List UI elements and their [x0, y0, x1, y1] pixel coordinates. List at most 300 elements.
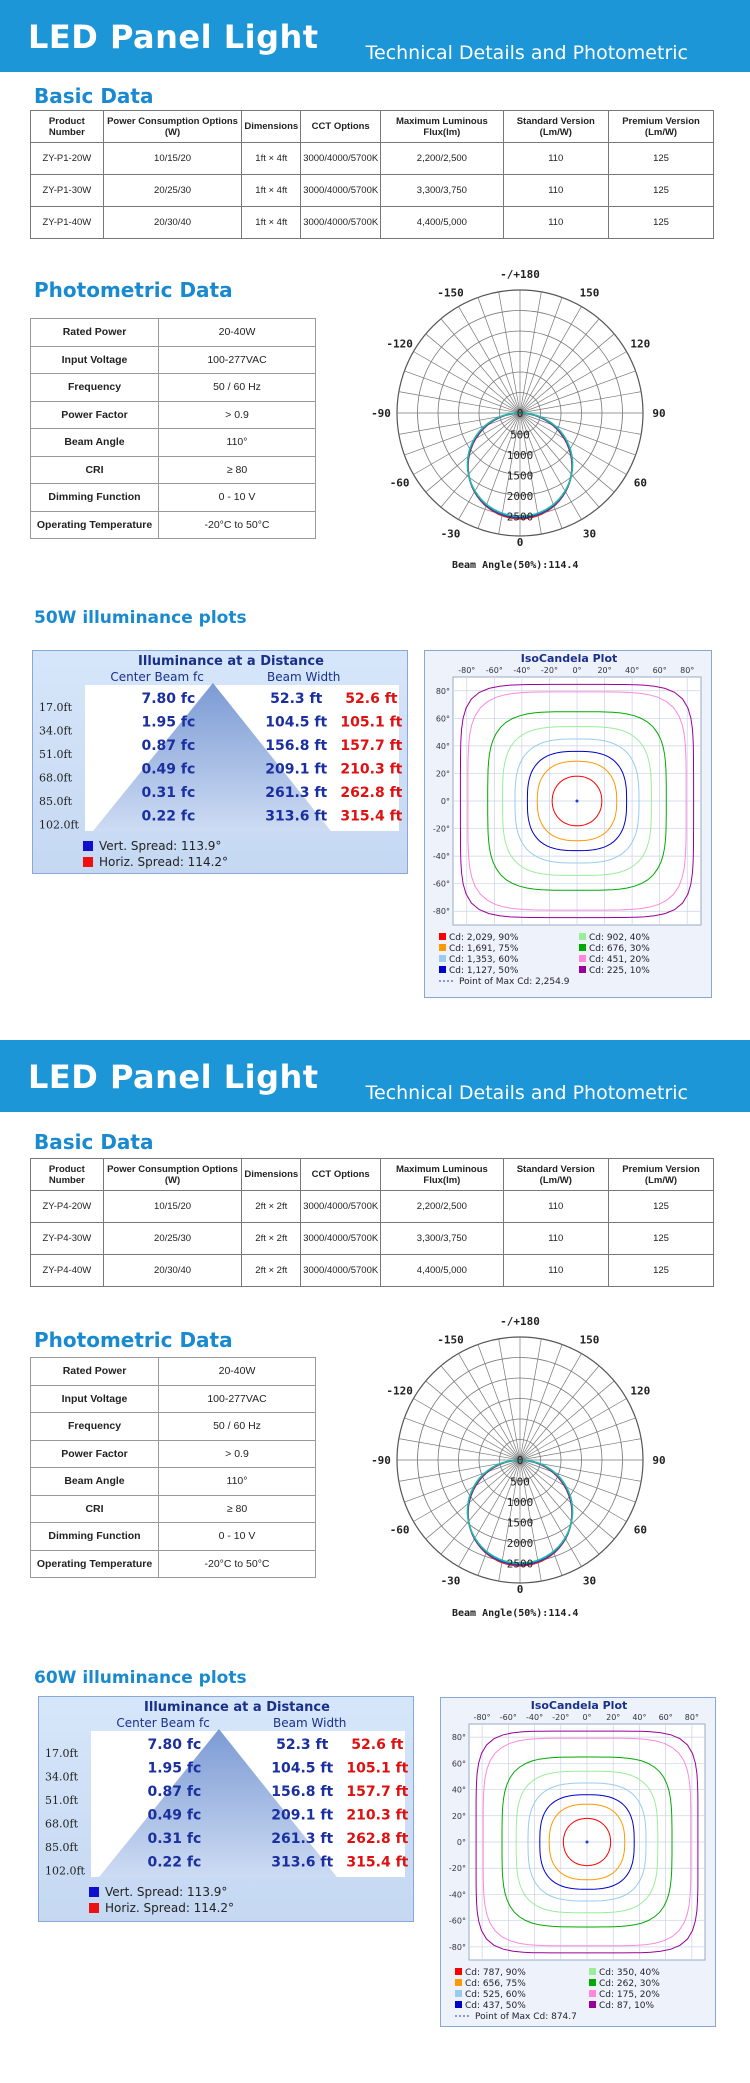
iso-legend-label: Cd: 1,691, 75%	[449, 944, 519, 954]
basic-data-header-cell: Dimensions	[242, 1159, 301, 1191]
spec-key: Power Factor	[31, 401, 159, 429]
iso-x-tick: 80°	[684, 1713, 699, 1722]
polar-angle-label: 0	[516, 1583, 524, 1596]
iso-x-tick: 0°	[572, 666, 582, 675]
basic-data-cell: 2ft × 2ft	[242, 1255, 301, 1287]
iso-y-tick: -60°	[432, 879, 450, 889]
basic-data-cell: 125	[609, 1191, 714, 1223]
basic-data-cell: ZY-P4-30W	[31, 1223, 104, 1255]
vert-beam-width: 209.1 ft	[271, 1807, 334, 1824]
vert-beam-width: 313.6 ft	[265, 808, 328, 825]
spec-value: > 0.9	[159, 1440, 316, 1468]
iso-x-tick: 40°	[625, 666, 640, 675]
vert-beam-width: 261.3 ft	[271, 1831, 334, 1847]
distance-label: 17.0ft	[45, 1747, 78, 1760]
basic-data-cell: 4,400/5,000	[381, 207, 503, 239]
basic-data-cell: 2,200/2,500	[381, 1191, 503, 1223]
basic-data-header-cell: Maximum Luminous Flux(lm)	[381, 1159, 503, 1191]
illuminance-heading: 60W illuminance plots	[34, 1668, 247, 1688]
polar-angle-label: 0	[516, 536, 524, 549]
vert-beam-width: 52.3 ft	[270, 691, 323, 707]
iso-legend-label: Cd: 87, 10%	[599, 2001, 655, 2011]
horiz-beam-width: 52.6 ft	[351, 1737, 404, 1753]
table-row	[31, 1385, 316, 1413]
basic-data-header-cell: Standard Version (Lm/W)	[503, 111, 608, 143]
spec-key: Frequency	[31, 374, 159, 402]
iso-y-tick: -80°	[448, 1942, 466, 1952]
iso-legend-swatch	[439, 966, 446, 973]
polar-radial-label: 0	[516, 1454, 524, 1467]
spec-value: 0 - 10 V	[159, 1523, 316, 1551]
table-row	[31, 484, 316, 512]
polar-angle-label: -60	[389, 476, 410, 490]
basic-data-header-cell: Product Number	[31, 1159, 104, 1191]
iso-max-label: Point of Max Cd: 2,254.9	[459, 977, 570, 987]
polar-angle-label: -150	[437, 286, 464, 300]
header-subtitle: Technical Details and Photometric	[365, 1082, 688, 1104]
polar-angle-label: -30	[440, 527, 461, 541]
iso-legend-swatch	[439, 955, 446, 962]
horiz-beam-width: 262.8 ft	[346, 1831, 409, 1847]
polar-radial-label: 1000	[506, 449, 534, 462]
photometric-data-heading: Photometric Data	[34, 278, 233, 302]
iso-y-tick: 80°	[451, 1733, 466, 1743]
basic-data-cell: ZY-P1-30W	[31, 175, 104, 207]
table-row	[31, 429, 316, 457]
iso-x-tick: 20°	[606, 1713, 621, 1722]
horiz-spread-label: Horiz. Spread: 114.2°	[99, 855, 229, 869]
iso-y-tick: -40°	[432, 852, 450, 862]
polar-angle-label: 150	[579, 1333, 600, 1347]
iso-legend-label: Cd: 262, 30%	[599, 1979, 660, 1989]
isocandela-title: IsoCandela Plot	[520, 652, 618, 665]
polar-angle-label: 60	[633, 1523, 647, 1537]
polar-angle-label: 150	[579, 286, 600, 300]
distance-label: 51.0ft	[39, 748, 72, 761]
iso-legend-label: Cd: 525, 60%	[465, 1990, 526, 2000]
horiz-beam-width: 52.6 ft	[345, 691, 398, 707]
center-beam-fc: 0.31 fc	[147, 1831, 202, 1847]
distance-label: 68.0ft	[45, 1817, 78, 1831]
polar-angle-label: -150	[437, 1333, 464, 1347]
table-row	[31, 1440, 316, 1468]
polar-radial-label: 1500	[506, 469, 534, 483]
polar-radial-label: 2000	[506, 1537, 534, 1550]
basic-data-cell: 20/30/40	[103, 207, 242, 239]
basic-data-cell: 3000/4000/5700K	[301, 175, 381, 207]
table-row	[31, 346, 316, 374]
vert-spread-swatch	[89, 1887, 99, 1897]
iso-legend-swatch	[589, 1990, 596, 1997]
spec-key: Dimming Function	[31, 484, 159, 512]
header-title: LED Panel Light	[28, 18, 319, 56]
basic-data-cell: 110	[503, 207, 608, 239]
table-row	[31, 511, 316, 539]
spec-key: Input Voltage	[31, 346, 159, 374]
photometric-data-heading: Photometric Data	[34, 1328, 233, 1352]
spec-value: -20°C to 50°C	[159, 1550, 316, 1578]
spec-value: 20-40W	[159, 319, 316, 347]
center-beam-fc: 0.49 fc	[141, 761, 196, 778]
isocandela-chart	[425, 651, 713, 999]
iso-x-tick: -40°	[526, 1713, 544, 1722]
table-row	[31, 401, 316, 429]
center-beam-fc: 0.31 fc	[141, 785, 196, 801]
polar-angle-label: -/+180	[500, 1315, 540, 1328]
iso-y-tick: -80°	[432, 907, 450, 917]
table-row	[31, 1191, 714, 1223]
iso-legend-label: Cd: 656, 75%	[465, 1979, 526, 1989]
spec-value: 0 - 10 V	[159, 484, 316, 512]
iso-x-tick: 40°	[632, 1713, 647, 1722]
header-subtitle: Technical Details and Photometric	[365, 42, 688, 64]
basic-data-header-row	[31, 1159, 714, 1191]
polar-radial-label: 2000	[506, 490, 534, 503]
basic-data-header-cell: CCT Options	[301, 111, 381, 143]
distance-label: 34.0ft	[45, 1770, 78, 1784]
vert-beam-width: 156.8 ft	[265, 738, 328, 754]
spec-value: 110°	[159, 1468, 316, 1496]
vert-beam-width: 313.6 ft	[271, 1854, 334, 1871]
polar-angle-label: -120	[386, 337, 413, 351]
spec-key: CRI	[31, 456, 159, 484]
iso-y-tick: -20°	[448, 1864, 466, 1874]
spec-key: Rated Power	[31, 1358, 159, 1386]
iso-y-tick: 40°	[435, 741, 450, 751]
spec-value: 50 / 60 Hz	[159, 374, 316, 402]
iso-y-tick: -20°	[432, 824, 450, 834]
spec-key: CRI	[31, 1495, 159, 1523]
basic-data-header-cell: Power Consumption Options (W)	[103, 1159, 242, 1191]
vert-beam-width: 52.3 ft	[276, 1737, 329, 1753]
basic-data-cell: ZY-P4-20W	[31, 1191, 104, 1223]
iso-y-tick: 0°	[456, 1838, 466, 1847]
photometric-spec-table	[30, 318, 316, 539]
illuminance-at-distance-panel	[38, 1696, 414, 1922]
basic-data-cell: 125	[609, 207, 714, 239]
polar-radial-label: 500	[510, 1475, 530, 1489]
iso-legend-label: Cd: 1,127, 50%	[449, 966, 519, 976]
spec-key: Frequency	[31, 1413, 159, 1441]
iso-legend-label: Cd: 437, 50%	[465, 2001, 526, 2011]
basic-data-header-cell: Power Consumption Options (W)	[103, 111, 242, 143]
table-row	[31, 207, 714, 239]
spec-value: > 0.9	[159, 401, 316, 429]
basic-data-header-cell: Standard Version (Lm/W)	[503, 1159, 608, 1191]
center-beam-fc: 0.87 fc	[147, 1784, 202, 1800]
basic-data-header-cell: CCT Options	[301, 1159, 381, 1191]
basic-data-cell: 125	[609, 175, 714, 207]
spec-key: Power Factor	[31, 1440, 159, 1468]
basic-data-cell: 125	[609, 1255, 714, 1287]
distance-label: 68.0ft	[39, 771, 72, 785]
center-beam-header: Center Beam fc	[110, 670, 204, 684]
iso-legend-swatch	[455, 1968, 462, 1975]
table-row	[31, 143, 714, 175]
spec-key: Input Voltage	[31, 1385, 159, 1413]
center-beam-fc: 0.22 fc	[147, 1854, 202, 1871]
spec-key: Operating Temperature	[31, 1550, 159, 1578]
polar-radial-label: 2500	[506, 1557, 534, 1571]
basic-data-cell: 20/30/40	[103, 1255, 242, 1287]
basic-data-cell: 110	[503, 1255, 608, 1287]
iso-legend-swatch	[579, 966, 586, 973]
basic-data-cell: 20/25/30	[103, 175, 242, 207]
iso-y-tick: 60°	[451, 1759, 466, 1769]
distance-label: 17.0ft	[39, 701, 72, 714]
iso-y-tick: 40°	[451, 1785, 466, 1795]
vert-spread-label: Vert. Spread: 113.9°	[105, 1885, 228, 1899]
basic-data-heading: Basic Data	[34, 1130, 154, 1154]
spec-value: 50 / 60 Hz	[159, 1413, 316, 1441]
header-title: LED Panel Light	[28, 1058, 319, 1096]
spec-key: Rated Power	[31, 319, 159, 347]
table-row	[31, 175, 714, 207]
center-beam-fc: 1.95 fc	[141, 714, 196, 731]
center-beam-fc: 0.49 fc	[147, 1807, 202, 1824]
polar-radial-label: 0	[516, 407, 524, 420]
iso-x-tick: 60°	[652, 666, 667, 675]
horiz-beam-width: 210.3 ft	[346, 1807, 409, 1824]
polar-angle-label: -60	[389, 1523, 410, 1537]
illuminance-heading: 50W illuminance plots	[34, 608, 247, 628]
iso-y-tick: -40°	[448, 1890, 466, 1900]
spec-value: ≥ 80	[159, 456, 316, 484]
polar-angle-label: -30	[440, 1574, 461, 1588]
iso-max-point	[576, 800, 579, 803]
polar-angle-label: 120	[630, 1384, 651, 1398]
iso-x-tick: -80°	[458, 666, 476, 675]
basic-data-table	[30, 1158, 714, 1287]
vert-spread-swatch	[83, 841, 93, 851]
polar-angle-label: 120	[630, 337, 651, 351]
iso-legend-label: Cd: 1,353, 60%	[449, 955, 519, 965]
spec-key: Dimming Function	[31, 1523, 159, 1551]
basic-data-cell: 3000/4000/5700K	[301, 207, 381, 239]
basic-data-cell: 1ft × 4ft	[242, 143, 301, 175]
iso-x-tick: -20°	[552, 1713, 570, 1722]
beam-angle-caption: Beam Angle(50%):114.4	[452, 1608, 579, 1619]
vert-beam-width: 261.3 ft	[265, 785, 328, 801]
horiz-beam-width: 105.1 ft	[340, 714, 403, 731]
vert-beam-width: 156.8 ft	[271, 1784, 334, 1800]
basic-data-cell: 1ft × 4ft	[242, 175, 301, 207]
table-row	[31, 1255, 714, 1287]
table-row	[31, 1413, 316, 1441]
basic-data-cell: 3000/4000/5700K	[301, 1223, 381, 1255]
iso-x-tick: 0°	[582, 1713, 592, 1722]
iso-y-tick: 0°	[440, 797, 450, 806]
iso-x-tick: 20°	[597, 666, 612, 675]
iso-legend-label: Cd: 451, 20%	[589, 955, 650, 965]
basic-data-header-cell: Maximum Luminous Flux(lm)	[381, 111, 503, 143]
iso-y-tick: 80°	[435, 686, 450, 696]
iso-legend-swatch	[579, 955, 586, 962]
basic-data-cell: 1ft × 4ft	[242, 207, 301, 239]
illuminance-graphic	[39, 1697, 415, 1923]
vert-beam-width: 104.5 ft	[265, 714, 328, 731]
polar-radial-label: 500	[510, 428, 530, 442]
horiz-beam-width: 315.4 ft	[340, 808, 403, 825]
vert-beam-width: 209.1 ft	[265, 761, 328, 778]
table-row	[31, 456, 316, 484]
polar-candela-chart	[360, 1300, 680, 1620]
basic-data-cell: 110	[503, 175, 608, 207]
table-row	[31, 1468, 316, 1496]
spec-key: Beam Angle	[31, 429, 159, 457]
spec-value: -20°C to 50°C	[159, 511, 316, 539]
iso-legend-swatch	[579, 944, 586, 951]
distance-label: 51.0ft	[45, 1794, 78, 1807]
iso-legend-label: Cd: 350, 40%	[599, 1968, 660, 1978]
vert-spread-label: Vert. Spread: 113.9°	[99, 839, 222, 853]
vert-beam-width: 104.5 ft	[271, 1760, 334, 1777]
center-beam-fc: 0.22 fc	[141, 808, 196, 825]
iso-legend-swatch	[589, 2001, 596, 2008]
iso-x-tick: 60°	[658, 1713, 673, 1722]
polar-radial-label: 2500	[506, 510, 534, 524]
basic-data-cell: 2ft × 2ft	[242, 1223, 301, 1255]
iso-max-point	[586, 1841, 589, 1844]
basic-data-cell: 10/15/20	[103, 143, 242, 175]
basic-data-cell: 10/15/20	[103, 1191, 242, 1223]
distance-label: 85.0ft	[39, 795, 72, 808]
beam-angle-caption: Beam Angle(50%):114.4	[452, 560, 579, 571]
spec-value: 100-277VAC	[159, 1385, 316, 1413]
basic-data-cell: 3000/4000/5700K	[301, 1191, 381, 1223]
table-row	[31, 374, 316, 402]
distance-label: 102.0ft	[45, 1864, 85, 1878]
iso-legend-label: Cd: 175, 20%	[599, 1990, 660, 2000]
header-banner	[0, 1040, 750, 1112]
basic-data-cell: ZY-P1-40W	[31, 207, 104, 239]
iso-y-tick: 20°	[435, 769, 450, 779]
spec-value: ≥ 80	[159, 1495, 316, 1523]
spec-key: Operating Temperature	[31, 511, 159, 539]
basic-data-cell: 20/25/30	[103, 1223, 242, 1255]
basic-data-header-cell: Dimensions	[242, 111, 301, 143]
basic-data-header-row	[31, 111, 714, 143]
horiz-spread-swatch	[83, 857, 93, 867]
basic-data-cell: 125	[609, 143, 714, 175]
basic-data-cell: 110	[503, 143, 608, 175]
iso-x-tick: -60°	[485, 666, 503, 675]
horiz-beam-width: 157.7 ft	[346, 1784, 409, 1800]
table-row	[31, 319, 316, 347]
basic-data-cell: 3000/4000/5700K	[301, 143, 381, 175]
iso-legend-swatch	[455, 1979, 462, 1986]
iso-x-tick: -20°	[540, 666, 558, 675]
polar-angle-label: 60	[633, 476, 647, 490]
isocandela-panel	[440, 1697, 716, 2027]
horiz-beam-width: 210.3 ft	[340, 761, 403, 778]
beam-width-header: Beam Width	[267, 670, 341, 684]
basic-data-cell: 110	[503, 1223, 608, 1255]
iso-legend-label: Cd: 676, 30%	[589, 944, 650, 954]
horiz-spread-swatch	[89, 1903, 99, 1913]
iso-legend-label: Cd: 787, 90%	[465, 1968, 526, 1978]
basic-data-cell: 3,300/3,750	[381, 1223, 503, 1255]
iso-x-tick: -80°	[473, 1713, 491, 1722]
center-beam-fc: 7.80 fc	[147, 1737, 202, 1753]
spec-value: 100-277VAC	[159, 346, 316, 374]
basic-data-table	[30, 110, 714, 239]
illuminance-graphic	[33, 651, 409, 875]
polar-candela-chart	[360, 253, 680, 573]
horiz-beam-width: 157.7 ft	[340, 738, 403, 754]
center-beam-fc: 0.87 fc	[141, 738, 196, 754]
center-beam-fc: 7.80 fc	[141, 691, 196, 707]
basic-data-header-cell: Product Number	[31, 111, 104, 143]
basic-data-header-cell: Premium Version (Lm/W)	[609, 1159, 714, 1191]
basic-data-cell: ZY-P1-20W	[31, 143, 104, 175]
iso-max-label: Point of Max Cd: 874.7	[475, 2012, 577, 2022]
iso-legend-swatch	[579, 933, 586, 940]
basic-data-cell: ZY-P4-40W	[31, 1255, 104, 1287]
distance-label: 34.0ft	[39, 724, 72, 738]
basic-data-cell: 3,300/3,750	[381, 175, 503, 207]
polar-angle-label: -120	[386, 1384, 413, 1398]
iso-legend-swatch	[455, 2001, 462, 2008]
horiz-beam-width: 262.8 ft	[340, 785, 403, 801]
iso-x-tick: 80°	[680, 666, 695, 675]
polar-angle-label: 90	[652, 1454, 666, 1467]
horiz-beam-width: 315.4 ft	[346, 1854, 409, 1871]
polar-angle-label: 30	[582, 1574, 597, 1588]
polar-radial-label: 1000	[506, 1496, 534, 1509]
iso-y-tick: 60°	[435, 714, 450, 724]
iso-legend-swatch	[589, 1979, 596, 1986]
polar-angle-label: -90	[371, 1454, 391, 1467]
photometric-spec-table	[30, 1357, 316, 1578]
iso-y-tick: 20°	[451, 1811, 466, 1821]
spec-key: Beam Angle	[31, 1468, 159, 1496]
isocandela-panel	[424, 650, 712, 998]
table-row	[31, 1358, 316, 1386]
beam-width-header: Beam Width	[273, 1716, 347, 1730]
iso-legend-label: Cd: 2,029, 90%	[449, 933, 519, 943]
iso-x-tick: -40°	[513, 666, 531, 675]
basic-data-cell: 3000/4000/5700K	[301, 1255, 381, 1287]
iso-legend-label: Cd: 902, 40%	[589, 933, 650, 943]
basic-data-cell: 2,200/2,500	[381, 143, 503, 175]
table-row	[31, 1523, 316, 1551]
header-banner	[0, 0, 750, 72]
horiz-spread-label: Horiz. Spread: 114.2°	[105, 1901, 235, 1915]
iso-legend-swatch	[439, 933, 446, 940]
iso-legend-swatch	[589, 1968, 596, 1975]
basic-data-cell: 125	[609, 1223, 714, 1255]
distance-label: 85.0ft	[45, 1841, 78, 1854]
basic-data-heading: Basic Data	[34, 84, 154, 108]
horiz-beam-width: 105.1 ft	[346, 1760, 409, 1777]
basic-data-header-cell: Premium Version (Lm/W)	[609, 111, 714, 143]
distance-label: 102.0ft	[39, 818, 79, 832]
polar-angle-label: 30	[582, 527, 597, 541]
iso-legend-swatch	[455, 1990, 462, 1997]
polar-angle-label: -90	[371, 407, 391, 420]
isocandela-chart	[441, 1698, 717, 2028]
iso-legend-label: Cd: 225, 10%	[589, 966, 650, 976]
polar-angle-label: -/+180	[500, 268, 540, 281]
basic-data-cell: 2ft × 2ft	[242, 1191, 301, 1223]
center-beam-header: Center Beam fc	[116, 1716, 210, 1730]
iso-legend-swatch	[439, 944, 446, 951]
spec-value: 20-40W	[159, 1358, 316, 1386]
table-row	[31, 1223, 714, 1255]
polar-radial-label: 1500	[506, 1516, 534, 1530]
basic-data-cell: 4,400/5,000	[381, 1255, 503, 1287]
